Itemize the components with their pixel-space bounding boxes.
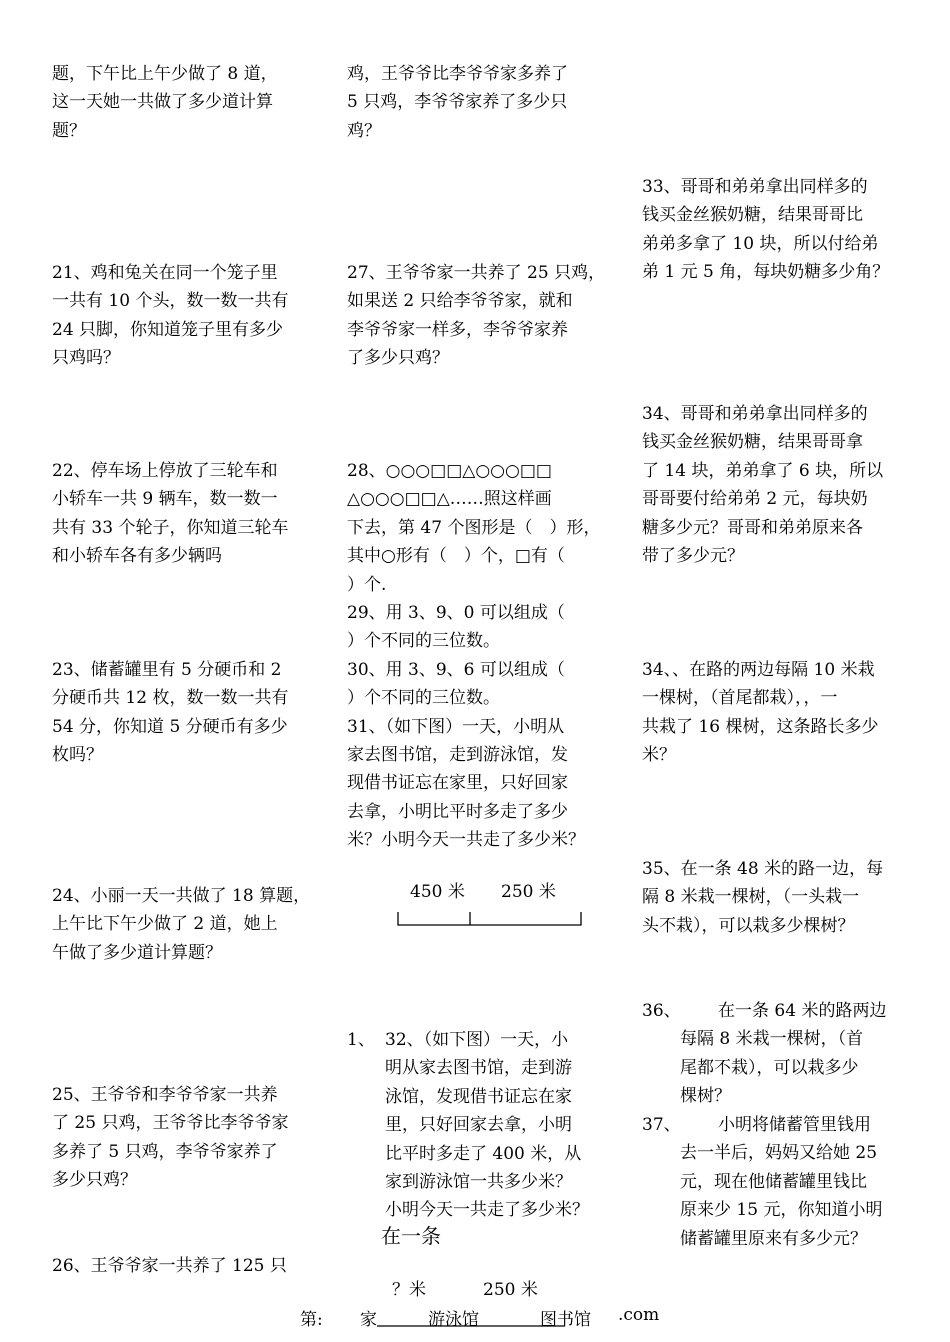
diagram1-right-label: 250 米 bbox=[501, 882, 556, 902]
question-27: 27、王爷爷家一共养了 25 只鸡， 如果送 2 只给李爷爷家，就和 李爷爷家一样多，李爷爷家养 了多少只鸡？ bbox=[347, 263, 606, 369]
q32-number: 1、 bbox=[347, 1030, 375, 1050]
question-23: 23、储蓄罐里有 5 分硬币和 2 分硬币共 12 枚，数一数一共有 54 分，你知道 5 分硬币有多少 枚吗？ bbox=[52, 660, 289, 766]
question-35: 35、在一条 48 米的路一边，每 隔 8 米栽一棵树，（一头栽一 头不栽），可以栽多少棵树？ bbox=[642, 859, 884, 936]
question-30: 30、用 3、9、6 可以组成（ bbox=[347, 659, 565, 680]
question-29: 29、用 3、9、0 可以组成（ bbox=[347, 603, 565, 624]
question-22: 22、停车场上停放了三轮车和 小轿车一共 9 辆车，数一数一 共有 33 个轮子，你知道三轮车 和小轿车各有多少辆吗 bbox=[52, 461, 289, 567]
question-33: 33、哥哥和弟弟拿出同样多的 钱买金丝猴奶糖，结果哥哥比 弟弟多拿了 10 块，所以付给弟 弟 1 元 5 角，每块奶糖多少角？ bbox=[642, 177, 890, 283]
diagram1-left-label: 450 米 bbox=[410, 882, 465, 902]
q36-number: 36、 bbox=[642, 1001, 681, 1021]
diagram2-left-label: ？米 bbox=[392, 1280, 426, 1300]
footer-watermark: .com bbox=[618, 1305, 660, 1325]
q20-tail: 题，下午比上午少做了 8 道， 这一天她一共做了多少道计算 题？ bbox=[52, 64, 278, 141]
question-28: 28、○○○□□△○○○□□ △○○○□□△……照这样画 下去，第 47 个图形是（ ）形， 其中○形有（ ）个，□有（ ）个. 29、用 3、9、0 可以组成（ ）个不同的三位数。 30、用 3、9、6 可以组成（ ）个不同的三位数。 31、（如下图）一天，小明从 家去图书馆，走到游泳馆，发 现借书证忘在家里，只好回家 去拿，小明比平时多走了多少 米？小明今天一共走了多少米？ bbox=[347, 461, 601, 851]
question-25: 25、王爷爷和李爷爷家一共养 了 25 只鸡，王爷爷比李爷爷家 多养了 5 只鸡，李爷爷家养了 多少只鸡？ bbox=[52, 1085, 289, 1191]
footer-page-label: 第: bbox=[300, 1310, 323, 1330]
question-34b: 34、、在路的两边每隔 10 米栽 一棵树，（首尾都栽），，一 共栽了 16 棵树，这条路长多少 米？ bbox=[642, 660, 879, 766]
question-36: 在一条 64 米的路两边 每隔 8 米栽一棵树，（首 尾都不栽），可以栽多少 棵树？ bbox=[680, 1001, 887, 1107]
diagram1-line bbox=[398, 912, 581, 925]
footer-home-label: 家 bbox=[360, 1310, 377, 1330]
q32-extra-text: 在一条 bbox=[381, 1224, 441, 1248]
question-21: 21、鸡和兔关在同一个笼子里 一共有 10 个头，数一数一共有 24 只脚，你知道笼子里有多少 只鸡吗？ bbox=[52, 263, 289, 369]
question-31: 31、（如下图）一天，小明从 bbox=[347, 716, 565, 737]
question-26: 26、王爷爷家一共养了 125 只 bbox=[52, 1256, 287, 1276]
question-37: 小明将储蓄管里钱用 去一半后，妈妈又给她 25 元，现在他储蓄罐里钱比 原来少 15 元，你知道小明 储蓄罐里原来有多少元？ bbox=[680, 1115, 883, 1249]
diagram2-right-label: 250 米 bbox=[483, 1280, 538, 1300]
question-32: 32、（如下图）一天，小 明从家去图书馆，走到游 泳馆，发现借书证忘在家 里，只好回家去拿，小明 比平时多走了 400 米，从 家到游泳馆一共多少米？ 小明今天一共走了多少米？ bbox=[385, 1030, 589, 1221]
question-34a: 34、哥哥和弟弟拿出同样多的 钱买金丝猴奶糖，结果哥哥拿 了 14 块，弟弟拿了 6 块，所以 哥哥要付给弟弟 2 元，每块奶 糖多少元？哥哥和弟弟原来各 带了多少元？ bbox=[642, 404, 884, 567]
footer-pool-label: 游泳馆 bbox=[428, 1310, 479, 1330]
q37-number: 37、 bbox=[642, 1115, 681, 1135]
footer-library-label: 图书馆 bbox=[540, 1310, 591, 1330]
question-24: 24、小丽一天一共做了 18 算题， 上午比下午少做了 2 道，她上 午做了多少道计算题？ bbox=[52, 886, 311, 963]
q26-tail: 鸡，王爷爷比李爷爷家多养了 5 只鸡，李爷爷家养了多少只 鸡？ bbox=[347, 64, 568, 141]
